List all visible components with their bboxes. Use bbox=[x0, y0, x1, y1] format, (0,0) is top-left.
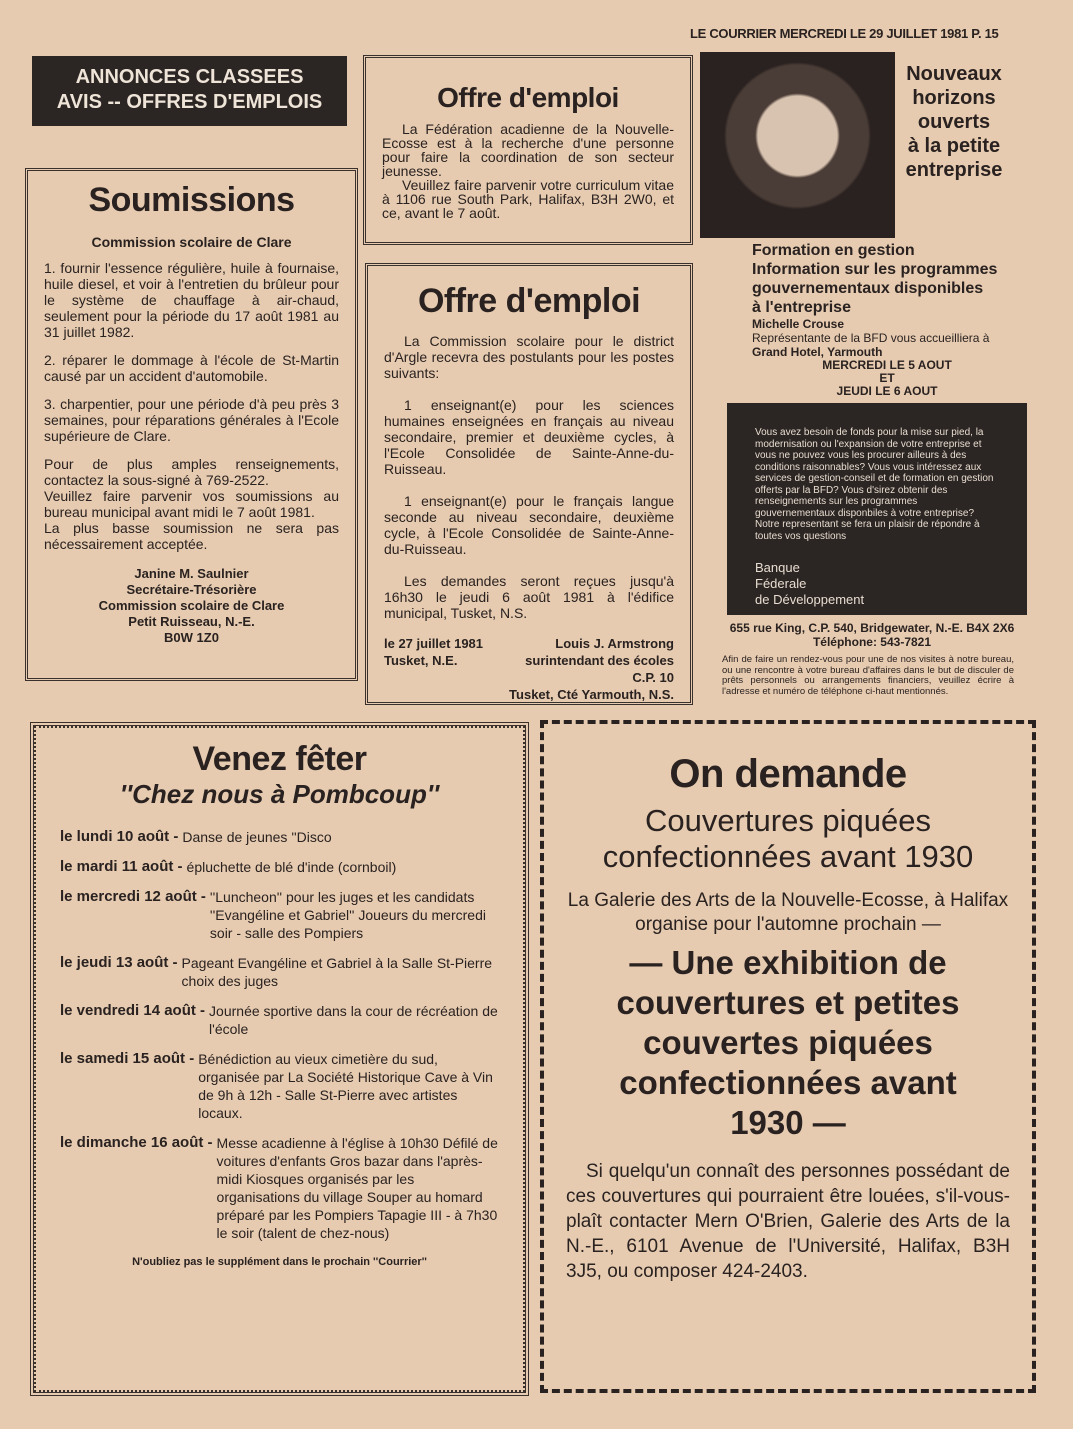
offre1-title: Offre d'emploi bbox=[437, 82, 619, 113]
bfd-date: ET bbox=[879, 371, 895, 385]
event-desc: épluchette de blé d'inde (cornboil) bbox=[186, 859, 397, 875]
headline-line: ouverts bbox=[917, 111, 991, 133]
event-item bbox=[60, 1134, 499, 1242]
bfd-headline bbox=[898, 62, 1010, 182]
bfd-info bbox=[752, 241, 1022, 398]
bank-line: Banque bbox=[755, 560, 800, 575]
bfd-contact bbox=[712, 621, 1032, 649]
bfd-box-text: Vous avez besoin de fonds pour la mise sur pied, la modernisation ou l'expansion de votre entreprise et vous ne pouvez vous les procurer ailleurs à des conditions raisonnables? Vous vous intéressez aux services de gestion-conseil et de formation en gestion offerts par la BFD? Vous d'sirez obtenir des renseignements sur les programmes gouvernementaux disponbiles à votre entreprise? Notre representant se fera un plaisir de répondre à toutes vos questions bbox=[755, 427, 994, 542]
headline-line: horizons bbox=[912, 87, 996, 109]
event-desc: Bénédiction au vieux cimetière du sud, organisée par La Société Historique Cave à Vin de 9h à 12h - Salle St-Pierre avec artistes locaux. bbox=[198, 1051, 493, 1121]
event-desc: Danse de jeunes ''Disco bbox=[182, 829, 332, 845]
offre2-para: 1 enseignant(e) pour les sciences humaines enseignées en français au niveau secondaire, premier et deuxième cycles, à l'Ecole Consolidée de Sainte-Anne-du-Ruisseau. bbox=[384, 397, 674, 477]
bank-line: Féderale bbox=[755, 576, 807, 591]
sig-line: Commission scolaire de Clare bbox=[98, 598, 285, 613]
event-day: le mardi 11 août - bbox=[60, 858, 183, 875]
soumissions-title: Soumissions bbox=[88, 181, 295, 219]
sig-line: C.P. 10 bbox=[632, 670, 674, 685]
offre-emploi-1 bbox=[363, 55, 693, 245]
soumissions-para: Veuillez faire parvenir vos soumissions au bureau municipal avant midi le 7 août 1981. bbox=[44, 488, 339, 520]
bfd-black-box bbox=[727, 403, 1027, 615]
soumissions-ad bbox=[25, 168, 358, 681]
event-desc: Pageant Evangéline et Gabriel à la Salle St-Pierre choix des juges bbox=[181, 955, 493, 989]
event-day: le mercredi 12 août - bbox=[60, 888, 206, 905]
sig-line: B0W 1Z0 bbox=[164, 630, 219, 645]
bfd-bank-name bbox=[755, 560, 999, 608]
bfd-sub-line: à l'entreprise bbox=[752, 299, 851, 316]
offre2-para: Les demandes seront reçues jusqu'à 16h30 le jeudi 6 août 1981 à l'édifice municipal, Tusket, N.S. bbox=[384, 573, 674, 621]
page-header: LE COURRIER MERCREDI LE 29 JUILLET 1981 P. 15 bbox=[690, 26, 999, 41]
event-item bbox=[60, 954, 499, 990]
soumissions-para: 3. charpentier, pour une période d'à peu près 3 semaines, pour réparations générales à l'Ecole supérieure de Clare. bbox=[44, 396, 339, 444]
headline-line: à la petite bbox=[907, 135, 1001, 157]
offre1-p1: La Fédération acadienne de la Nouvelle-Ecosse est à la recherche d'une personne pour faire la coordination de son secteur jeunesse. bbox=[382, 121, 674, 179]
offre-emploi-2 bbox=[365, 263, 693, 705]
bfd-sub-line: Formation en gestion bbox=[752, 242, 915, 259]
sig-line: Tusket, Cté Yarmouth, N.S. bbox=[509, 687, 674, 702]
event-desc: ''Luncheon'' pour les juges et les candidats ''Evangéline et Gabriel'' Joueurs du mercredi soir - salle des Pompiers bbox=[209, 889, 486, 941]
banner-line-2: AVIS -- OFFRES D'EMPLOIS bbox=[56, 91, 323, 113]
bfd-address: 655 rue King, C.P. 540, Bridgewater, N.-E. B4X 2X6 bbox=[729, 621, 1015, 635]
event-desc: Journée sportive dans la cour de récréation de l'école bbox=[209, 1003, 498, 1037]
bfd-phone: Téléphone: 543-7821 bbox=[812, 635, 932, 649]
fete-title: Venez fêter bbox=[192, 740, 367, 778]
offre2-place: Tusket, N.E. bbox=[384, 653, 458, 668]
soumissions-para: 1. fournir l'essence régulière, huile à fournaise, huile diesel, et voir à l'entretien du brûleur pour le système de chauffage à air-chaud, seulement pour la période du 17 août 1981 au 31 juillet 1982. bbox=[44, 260, 339, 340]
banner-line-1: ANNONCES CLASSEES bbox=[75, 66, 304, 88]
event-day: le samedi 15 août - bbox=[60, 1050, 195, 1067]
offre2-para: 1 enseignant(e) pour le français langue seconde au niveau secondaire, deuxième cycle, à l'Ecole Consolidée de Sainte-Anne-du-Ruisseau. bbox=[384, 493, 674, 557]
bfd-note: Afin de faire un rendez-vous pour une de nos visites à notre bureau, ou une rencontre à votre bureau d'affaires dans le but de disculer de prêts personnels ou arrangements financiers, veuillez écrire à l'adresse et numéro de téléphone ci-haut mentionnés. bbox=[722, 654, 1014, 697]
portrait-photo bbox=[700, 52, 895, 238]
fete-ad bbox=[30, 722, 529, 1396]
event-item bbox=[60, 888, 499, 942]
sig-line: surintendant des écoles bbox=[525, 653, 674, 668]
sig-line: Petit Ruisseau, N.-E. bbox=[128, 614, 255, 629]
soumissions-org: Commission scolaire de Clare bbox=[91, 234, 292, 250]
bfd-rep-text: Représentante de la BFD vous accueilliera à bbox=[752, 331, 990, 345]
offre2-date: le 27 juillet 1981 bbox=[384, 636, 484, 651]
soumissions-para: Pour de plus amples renseignements, contactez la sous-signé à 769-2522. bbox=[44, 456, 339, 488]
demande-intro: La Galerie des Arts de la Nouvelle-Ecosse, à Halifax organise pour l'automne prochain — bbox=[567, 890, 1009, 935]
headline-line: entreprise bbox=[905, 159, 1003, 181]
sig-line: Louis J. Armstrong bbox=[555, 636, 674, 651]
headline-line: Nouveaux bbox=[906, 63, 1002, 85]
bank-line: de Développement bbox=[755, 592, 865, 607]
bfd-sub-line: gouvernementaux disponibles bbox=[752, 280, 984, 297]
event-day: le dimanche 16 août - bbox=[60, 1134, 213, 1151]
event-day: le lundi 10 août - bbox=[60, 828, 179, 845]
event-item bbox=[60, 1050, 499, 1122]
event-day: le vendredi 14 août - bbox=[60, 1002, 206, 1019]
bfd-date: JEUDI LE 6 AOUT bbox=[836, 384, 938, 398]
section-banner bbox=[32, 56, 347, 126]
soumissions-signature bbox=[44, 566, 339, 646]
offre1-p2: Veuillez faire parvenir votre curriculum vitae à 1106 rue South Park, Halifax, B3H 2W0, et ce, avant le 7 août. bbox=[382, 177, 674, 221]
bfd-date: MERCREDI LE 5 AOUT bbox=[822, 358, 952, 372]
sig-line: Secrétaire-Trésorière bbox=[126, 582, 257, 597]
demande-headline: — Une exhibition de couvertures et petites couvertes piquées confectionnées avant 1930 — bbox=[616, 944, 960, 1141]
event-item bbox=[60, 828, 499, 846]
event-day: le jeudi 13 août - bbox=[60, 954, 178, 971]
event-desc: Messe acadienne à l'église à 10h30 Défilé de voitures d'enfants Gros bazar dans l'après-midi Kiosques organisés par les organisations du village Souper au homard préparé par les Pompiers Tapagie III - à 7h30 le soir (talent de chez-nous) bbox=[216, 1135, 498, 1241]
offre2-para: La Commission scolaire pour le district d'Argle recevra des postulants pour les postes suivants: bbox=[384, 333, 674, 381]
bfd-sub-line: Information sur les programmes bbox=[752, 261, 998, 278]
fete-subtitle: ''Chez nous à Pombcoup'' bbox=[119, 779, 440, 809]
event-item bbox=[60, 1002, 499, 1038]
event-item bbox=[60, 858, 499, 876]
bfd-hotel: Grand Hotel, Yarmouth bbox=[752, 345, 883, 359]
on-demande-ad bbox=[540, 720, 1036, 1393]
fete-footer: N'oubliez pas le supplément dans le prochain ''Courrier'' bbox=[132, 1256, 427, 1268]
soumissions-para: 2. réparer le dommage à l'école de St-Martin causé par un accident d'automobile. bbox=[44, 352, 339, 384]
offre2-footer bbox=[384, 635, 674, 703]
demande-body: Si quelqu'un connaît des personnes possédant de ces couvertures qui pourraient être louées, s'il-vous-plaît contacter Mern O'Brien, Galerie des Arts de la N.-E., 6101 Avenue de l'Université, Halifax, B3H 3J5, ou composer 424-2403. bbox=[566, 1161, 1010, 1282]
sig-line: Janine M. Saulnier bbox=[134, 566, 249, 581]
demande-title: On demande bbox=[669, 752, 907, 796]
demande-subtitle: Couvertures piquées confectionnées avant 1930 bbox=[602, 803, 974, 874]
offre2-title: Offre d'emploi bbox=[417, 282, 641, 320]
bfd-rep-name: Michelle Crouse bbox=[752, 317, 845, 331]
soumissions-para: La plus basse soumission ne sera pas nécessairement acceptée. bbox=[44, 520, 339, 552]
